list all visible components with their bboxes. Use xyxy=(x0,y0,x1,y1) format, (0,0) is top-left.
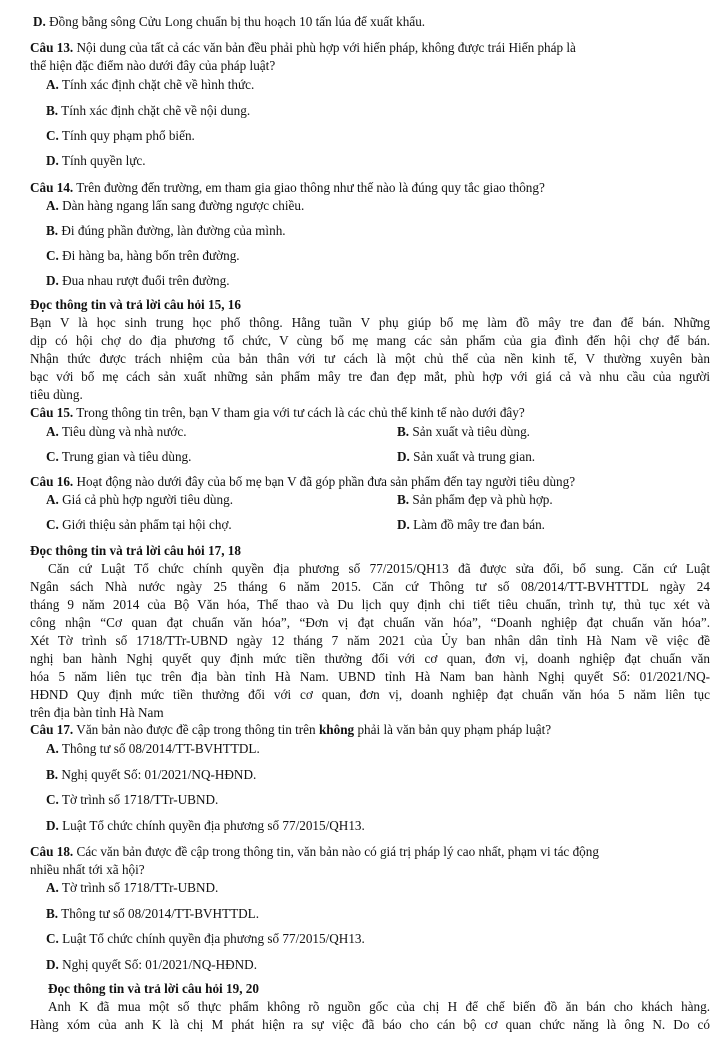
question-label: Câu 13. xyxy=(30,40,74,55)
question-label: Câu 16. xyxy=(30,474,74,489)
passage-line: Anh K đã mua một số thực phẩm không rõ nguồn gốc của chị H để chế biến đồ ăn bán cho khách hàng. xyxy=(48,999,710,1014)
question-14 xyxy=(30,180,545,196)
passage-line: bạc với bố mẹ cách sản xuất những sản phẩm mây tre đan đẹp mắt, phù hợp với giá cả và nhu cầu của người xyxy=(30,369,710,384)
passage-line: hóa 5 năm liên tục trên địa bàn tỉnh Hà Nam. UBND tỉnh Hà Nam ban hành Nghị quyết Số: 01/2021/NQ- xyxy=(30,669,710,684)
option-label: B. xyxy=(397,492,410,507)
answer-option-17a xyxy=(46,741,260,757)
answer-option-16c xyxy=(46,517,232,533)
answer-option-16a xyxy=(46,492,233,508)
passage-line: Hàng xóm của anh K là chị M phát hiện ra sự việc đã báo cho cán bộ cơ quan chức năng là ông N. Do có xyxy=(30,1017,710,1032)
passage-line: Căn cứ Luật Tổ chức chính quyền địa phương số 77/2015/QH13 đã được sửa đổi, bổ sung. Căn cứ Luật xyxy=(48,561,710,576)
answer-option-13d xyxy=(46,153,146,169)
option-label: A. xyxy=(46,741,59,756)
passage-line: Bạn V là học sinh trung học phổ thông. Hằng tuần V phụ giúp bố mẹ làm đồ mây tre đan để bán. Những xyxy=(30,315,710,330)
passage-line: dịp có hội chợ do địa phương tổ chức, V cùng bố mẹ mang các sản phẩm của gia đình đến hội chợ để bán. xyxy=(30,333,710,348)
question-text: Văn bản nào được đề cập trong thông tin trên xyxy=(73,722,319,737)
answer-option-15d xyxy=(397,449,535,465)
passage-line: Ngân sách Nhà nước ngày 25 tháng 6 năm 2015. Căn cứ Thông tư số 08/2014/TT-BVHTTDL ngày 24 xyxy=(30,579,710,594)
passage-line: HĐND Quy định mức tiền thưởng đối với cơ quan, đơn vị, doanh nghiệp đạt chuẩn văn hóa 5 năm liên tục xyxy=(30,687,710,702)
question-17 xyxy=(30,722,551,738)
option-label: D. xyxy=(46,818,59,833)
option-label: B. xyxy=(46,223,59,238)
option-label: D. xyxy=(46,957,59,972)
option-text: Tính quyền lực. xyxy=(58,153,146,168)
option-text: Giá cả phù hợp người tiêu dùng. xyxy=(58,492,234,507)
option-label: C. xyxy=(46,792,59,807)
question-18 xyxy=(30,844,599,860)
option-text: Đồng bằng sông Cửu Long chuẩn bị thu hoạch 10 tấn lúa để xuất khẩu. xyxy=(45,14,426,29)
passage-line: tiêu dùng. xyxy=(30,387,83,402)
answer-option-18d xyxy=(46,957,257,973)
passage-line: Xét Tờ trình số 1718/TTr-UBND ngày 12 tháng 7 năm 2021 của Ủy ban nhân dân tỉnh Hà Nam về việc đề xyxy=(30,633,710,648)
question-16 xyxy=(30,474,575,490)
passage-line: nghị ban hành Nghị quyết quy định mức tiền thưởng đối với cơ quan, đơn vị, doanh nghiệp đạt chuẩn văn xyxy=(30,651,710,666)
option-label: B. xyxy=(46,767,59,782)
option-label: C. xyxy=(46,128,59,143)
option-text: Sản xuất và trung gian. xyxy=(409,449,536,464)
question-15 xyxy=(30,405,525,421)
answer-option-15c xyxy=(46,449,191,465)
answer-option-15b xyxy=(397,424,530,440)
answer-option-14c xyxy=(46,248,240,264)
question-text: Nội dung của tất cả các văn bản đều phải phù hợp với hiến pháp, không được trái Hiến pháp là xyxy=(73,40,576,55)
answer-option-13a xyxy=(46,77,254,93)
option-text: Luật Tổ chức chính quyền địa phương số 77/2015/QH13. xyxy=(58,931,365,946)
answer-option-18c xyxy=(46,931,365,947)
answer-option-17c xyxy=(46,792,218,808)
option-text: Thông tư số 08/2014/TT-BVHTTDL. xyxy=(58,741,260,756)
option-label: A. xyxy=(46,880,59,895)
answer-option-17d xyxy=(46,818,365,834)
option-text: Đua nhau rượt đuổi trên đường. xyxy=(58,273,230,288)
question-text: Trong thông tin trên, bạn V tham gia với tư cách là các chủ thể kinh tế nào dưới đây? xyxy=(73,405,525,420)
answer-option-15a xyxy=(46,424,187,440)
option-text: Nghị quyết Số: 01/2021/NQ-HĐND. xyxy=(58,957,258,972)
option-text: Tính quy phạm phổ biến. xyxy=(58,128,195,143)
option-label: D. xyxy=(46,153,59,168)
option-text: Dàn hàng ngang lấn sang đường ngược chiều. xyxy=(58,198,305,213)
option-text: Nghị quyết Số: 01/2021/NQ-HĐND. xyxy=(58,767,257,782)
question-13 xyxy=(30,40,576,56)
answer-option-14d xyxy=(46,273,230,289)
option-text: Trung gian và tiêu dùng. xyxy=(58,449,192,464)
option-label: B. xyxy=(46,906,59,921)
option-text: Làm đồ mây tre đan bán. xyxy=(409,517,545,532)
answer-option-13b xyxy=(46,103,250,119)
section-heading-17-18: Đọc thông tin và trả lời câu hỏi 17, 18 xyxy=(30,543,241,558)
option-label: D. xyxy=(397,449,410,464)
option-label: C. xyxy=(46,517,59,532)
option-text: Đi đúng phần đường, làn đường của mình. xyxy=(58,223,286,238)
section-heading-15-16: Đọc thông tin và trả lời câu hỏi 15, 16 xyxy=(30,297,241,312)
option-label: D. xyxy=(33,14,46,29)
option-text: Giới thiệu sản phẩm tại hội chợ. xyxy=(58,517,232,532)
answer-option-16d xyxy=(397,517,545,533)
passage-line: tháng 9 năm 2014 của Bộ Văn hóa, Thể thao và Du lịch quy định chi tiết tiêu chuẩn, trình tự, thủ tục xét và xyxy=(30,597,710,612)
option-label: A. xyxy=(46,198,59,213)
question-label: Câu 15. xyxy=(30,405,74,420)
question-text: Hoạt động nào dưới đây của bố mẹ bạn V đã góp phần đưa sản phẩm đến tay người tiêu dùng? xyxy=(73,474,576,489)
question-text: Các văn bản được đề cập trong thông tin, văn bản nào có giá trị pháp lý cao nhất, phạm vi tác động xyxy=(73,844,599,859)
question-label: Câu 14. xyxy=(30,180,74,195)
option-text: Tờ trình số 1718/TTr-UBND. xyxy=(58,880,219,895)
option-label: D. xyxy=(46,273,59,288)
question-emphasis: không xyxy=(318,722,355,737)
question-text: Trên đường đến trường, em tham gia giao thông như thế nào là đúng quy tắc giao thông? xyxy=(73,180,545,195)
question-text-end: phải là văn bản quy phạm pháp luật? xyxy=(354,722,552,737)
option-text: Sản xuất và tiêu dùng. xyxy=(409,424,530,439)
option-text: Tính xác định chặt chẽ về nội dung. xyxy=(58,103,251,118)
option-text: Đi hàng ba, hàng bốn trên đường. xyxy=(58,248,240,263)
passage-line: Nhận thức được trách nhiệm của bản thân với tư cách là một chủ thể của nền kinh tế, V thường xuyên bàn xyxy=(30,351,710,366)
answer-option-18a xyxy=(46,880,218,896)
answer-option-14a xyxy=(46,198,304,214)
option-text: Sản phẩm đẹp và phù hợp. xyxy=(409,492,553,507)
passage-line: trên địa bàn tỉnh Hà Nam xyxy=(30,705,164,720)
option-label: D. xyxy=(397,517,410,532)
answer-option-18b xyxy=(46,906,259,922)
question-label: Câu 17. xyxy=(30,722,74,737)
answer-option-12d xyxy=(33,14,425,30)
question-label: Câu 18. xyxy=(30,844,74,859)
answer-option-14b xyxy=(46,223,286,239)
option-text: Tờ trình số 1718/TTr-UBND. xyxy=(58,792,219,807)
section-heading-19-20: Đọc thông tin và trả lời câu hỏi 19, 20 xyxy=(48,981,259,996)
option-label: A. xyxy=(46,492,59,507)
option-label: B. xyxy=(397,424,410,439)
option-label: C. xyxy=(46,248,59,263)
answer-option-13c xyxy=(46,128,195,144)
option-text: Tiêu dùng và nhà nước. xyxy=(58,424,187,439)
option-label: C. xyxy=(46,449,59,464)
option-text: Thông tư số 08/2014/TT-BVHTTDL. xyxy=(58,906,260,921)
option-label: B. xyxy=(46,103,59,118)
option-label: C. xyxy=(46,931,59,946)
option-text: Luật Tổ chức chính quyền địa phương số 77/2015/QH13. xyxy=(58,818,365,833)
answer-option-17b xyxy=(46,767,256,783)
option-label: A. xyxy=(46,77,59,92)
option-text: Tính xác định chặt chẽ về hình thức. xyxy=(58,77,255,92)
answer-option-16b xyxy=(397,492,553,508)
passage-line: công nhận “Cơ quan đạt chuẩn văn hóa”, “Đơn vị đạt chuẩn văn hóa”, “Doanh nghiệp đạt chuẩn văn hóa”. xyxy=(30,615,710,630)
question-18-cont: nhiều nhất tới xã hội? xyxy=(30,862,145,877)
question-13-cont: thể hiện đặc điểm nào dưới đây của pháp luật? xyxy=(30,58,276,73)
option-label: A. xyxy=(46,424,59,439)
